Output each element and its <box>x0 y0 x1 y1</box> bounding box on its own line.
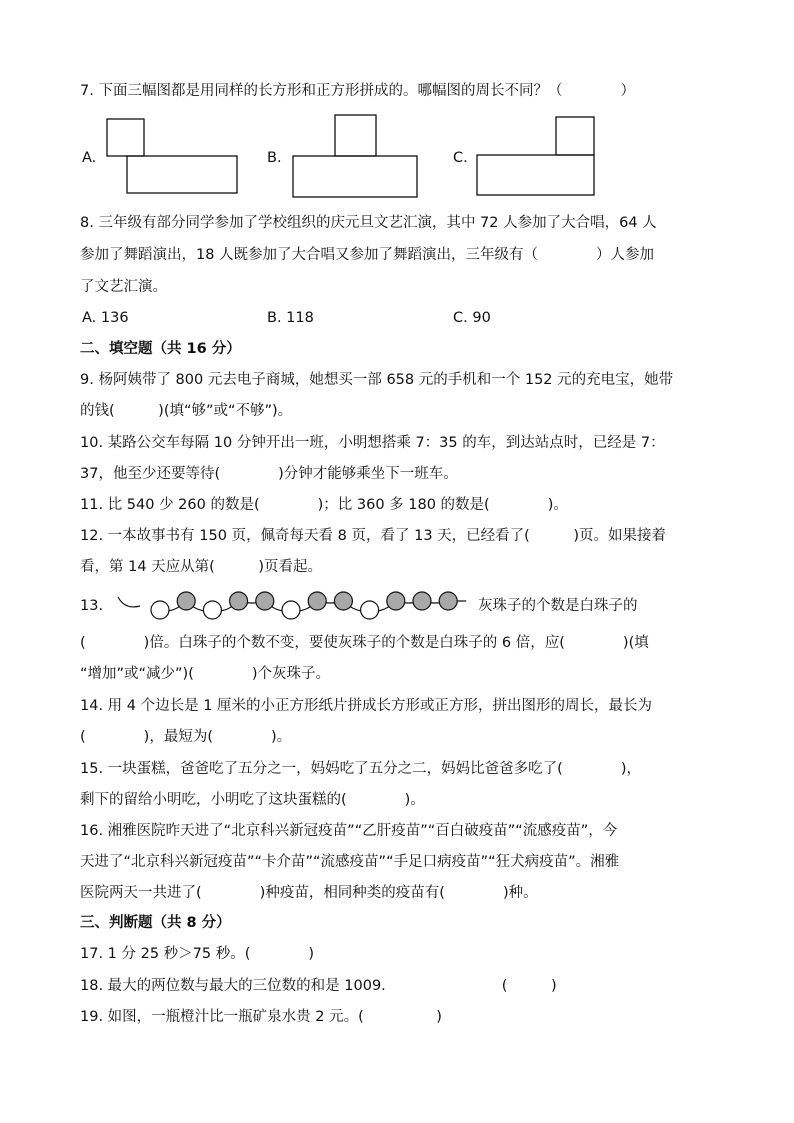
q15-line-1: 15. 一块蛋糕，爸爸吃了五分之一，妈妈吃了五分之二，妈妈比爸爸多吃了( )， <box>80 761 641 777</box>
q10-line-1: 10. 某路公交车每隔 10 分钟开出一班，小明想搭乘 7：35 的车，到达站点时，已经是 7： <box>80 435 665 451</box>
q11-line: 11. 比 540 少 260 的数是( )；比 360 多 180 的数是( )。 <box>80 497 568 513</box>
q16-line-3: 医院两天一共进了( )种疫苗，相同种类的疫苗有( )种。 <box>80 885 538 901</box>
white-bead <box>203 601 221 619</box>
gray-bead <box>334 592 352 610</box>
q8-option-b: B. 118 <box>267 310 314 326</box>
gray-bead <box>439 592 457 610</box>
bead-string-line <box>118 597 140 607</box>
white-bead <box>282 601 300 619</box>
gray-bead <box>256 592 274 610</box>
q12-line-2: 看，第 14 天应从第( )页看起。 <box>80 559 322 575</box>
q9-line-1: 9. 杨阿姨带了 800 元去电子商城，她想买一部 658 元的手机和一个 152 元的充电宝，她带 <box>80 372 674 388</box>
q18-line: 18. 最大的两位数与最大的三位数的和是 1009. ( ) <box>80 978 557 994</box>
q9-line-2: 的钱( )(填“够”或“不够”)。 <box>80 403 293 419</box>
gray-bead <box>413 592 431 610</box>
white-bead <box>361 601 379 619</box>
q13-line-1: ( )倍。白珠子的个数不变，要使灰珠子的个数是白珠子的 6 倍，应( )(填 <box>80 635 649 651</box>
q16-line-2: 天进了“北京科兴新冠疫苗”“卡介苗”“流感疫苗”“手足口病疫苗”“狂犬病疫苗”。湘雅 <box>80 854 620 870</box>
section3-title: 三、判断题（共 8 分） <box>80 915 231 931</box>
q19-line: 19. 如图，一瓶橙汁比一瓶矿泉水贵 2 元。( ) <box>80 1009 442 1025</box>
q17-line: 17. 1 分 25 秒＞75 秒。( ) <box>80 946 315 962</box>
q7-option-a-label: A. <box>82 150 97 166</box>
q14-line-2: ( )，最短为( )。 <box>80 729 292 745</box>
q8-line-3: 了文艺汇演。 <box>80 279 167 295</box>
q13-tail: 灰珠子的个数是白珠子的 <box>478 598 638 614</box>
q14-line-1: 14. 用 4 个边长是 1 厘米的小正方形纸片拼成长方形或正方形，拼出图形的周长，最长为 <box>80 698 653 714</box>
q13-number: 13. <box>80 598 104 614</box>
q12-line-1: 12. 一本故事书有 150 页，佩奇每天看 8 页，看了 13 天，已经看了( )页。如果接着 <box>80 528 666 544</box>
white-bead <box>151 601 169 619</box>
q7-option-c-label: C. <box>453 150 468 166</box>
q13-line-2: “增加”或“减少”)( )个灰珠子。 <box>80 666 331 682</box>
q15-line-2: 剩下的留给小明吃，小明吃了这块蛋糕的( )。 <box>80 792 425 808</box>
section2-title: 二、填空题（共 16 分） <box>80 341 241 357</box>
gray-bead <box>177 592 195 610</box>
q7-option-b-label: B. <box>267 150 282 166</box>
q8-line-1: 8. 三年级有部分同学参加了学校组织的庆元旦文艺汇演，其中 72 人参加了大合唱，64 人 <box>80 215 657 231</box>
q8-option-c: C. 90 <box>453 310 491 326</box>
gray-bead <box>308 592 326 610</box>
gray-bead <box>230 592 248 610</box>
q16-line-1: 16. 湘雅医院昨天进了“北京科兴新冠疫苗”“乙肝疫苗”“百白破疫苗”“流感疫苗”，今 <box>80 823 618 839</box>
q10-line-2: 37，他至少还要等待( )分钟才能够乘坐下一班车。 <box>80 466 458 482</box>
q7-text: 7. 下面三幅图都是用同样的长方形和正方形拼成的。哪幅图的周长不同？（ ） <box>80 83 635 99</box>
q8-line-2: 参加了舞蹈演出，18 人既参加了大合唱又参加了舞蹈演出，三年级有（ ）人参加 <box>80 247 655 263</box>
q8-option-a: A. 136 <box>82 310 129 326</box>
gray-bead <box>387 592 405 610</box>
